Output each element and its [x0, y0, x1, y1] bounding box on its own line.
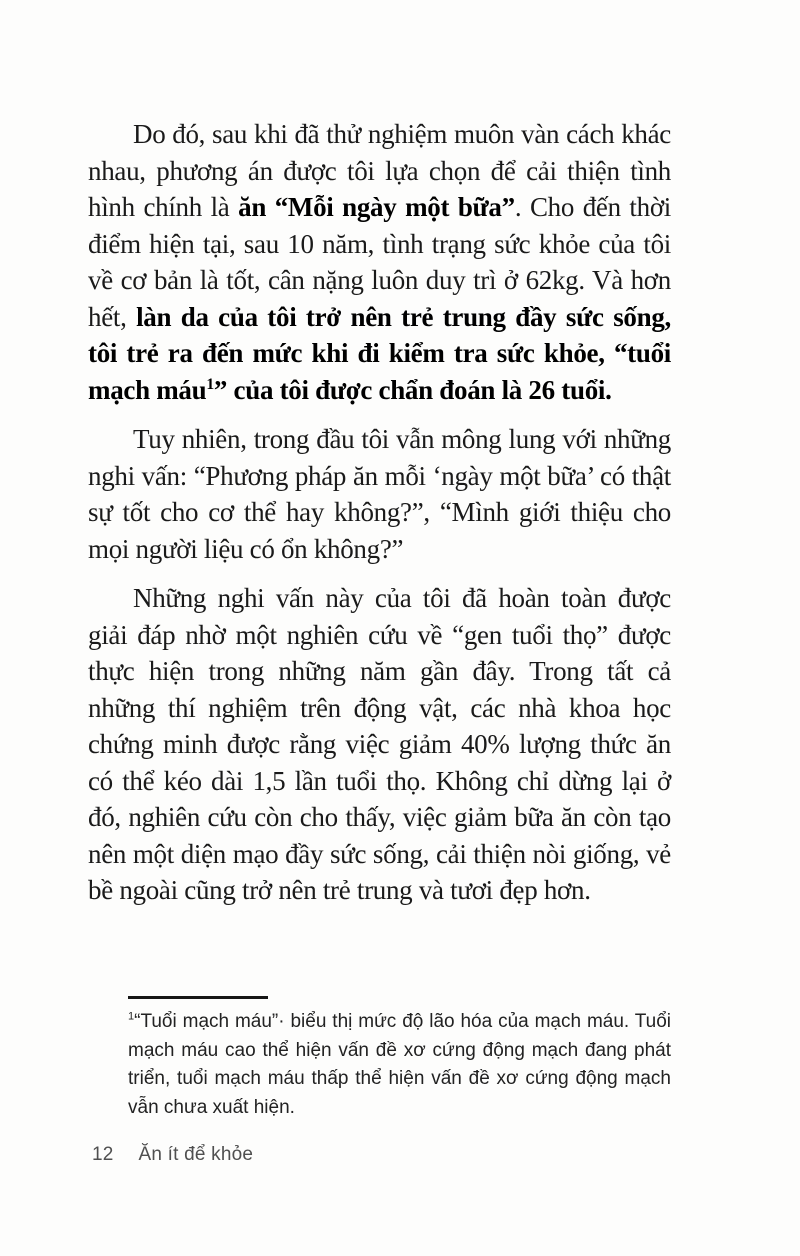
bold-run: làn da của tôi trở nên trẻ trung đầy sức sống, tôi trẻ ra đến mức khi đi kiểm tra sức khỏe, “tuổi mạch máu: [88, 301, 671, 405]
text-run: Tuy nhiên, trong đầu tôi vẫn mông lung với những nghi vấn: “Phương pháp ăn mỗi ‘ngày một bữa’ có thật sự tốt cho cơ thể hay không?”, “Mình giới thiệu cho mọi người liệu có ổn không?”: [88, 424, 671, 564]
body-text: [88, 116, 671, 922]
page-number: 12: [92, 1144, 114, 1165]
footnote-reference-marker: 1: [206, 375, 214, 393]
running-title: Ăn ít để khỏe: [138, 1144, 254, 1165]
footnote-text-run: “Tuổi mạch máu”· biểu thị mức độ lão hóa của mạch máu. Tuổi mạch máu cao thể hiện vấn đề xơ cứng động mạch đang phát triển, tuổi mạch máu thấp thể hiện vấn đề xơ cứng động mạch vẫn chưa xuất hiện.: [128, 1011, 671, 1118]
text-run: . Cho đến thời điểm hiện tại, sau 10 năm, tình trạng sức khỏe của tôi về cơ bản là tốt, cân nặng luôn duy trì ở 62kg. Và hơn hết,: [88, 192, 672, 332]
paragraph-3: [88, 580, 671, 909]
page-footer: [92, 1144, 253, 1166]
bold-run: ” của tôi được chẩn đoán là 26 tuổi.: [213, 374, 612, 405]
footnote: [128, 1008, 671, 1122]
bold-run: ăn “Mỗi ngày một bữa”: [238, 192, 515, 222]
footnote-divider: [128, 996, 268, 999]
paragraph-1: [88, 116, 671, 408]
footnote-marker: 1: [128, 1010, 135, 1023]
text-run: Những nghi vấn này của tôi đã hoàn toàn được giải đáp nhờ một nghiên cứu về “gen tuổi thọ” được thực hiện trong những năm gần đây. Trong tất cả những thí nghiệm trên động vật, các nhà khoa học chứng minh được rằng việc giảm 40% lượng thức ăn có thể kéo dài 1,5 lần tuổi thọ. Không chỉ dừng lại ở đó, nghiên cứu còn cho thấy, việc giảm bữa ăn còn tạo nên một diện mạo đầy sức sống, cải thiện nòi giống, vẻ bề ngoài cũng trở nên trẻ trung và tươi đẹp hơn.: [88, 583, 671, 905]
footnote-section: [128, 996, 671, 1122]
text-run: Do đó, sau khi đã thử nghiệm muôn vàn cách khác nhau, phương án được tôi lựa chọn để cải thiện tình hình chính là: [88, 119, 671, 222]
paragraph-2: [88, 421, 671, 567]
